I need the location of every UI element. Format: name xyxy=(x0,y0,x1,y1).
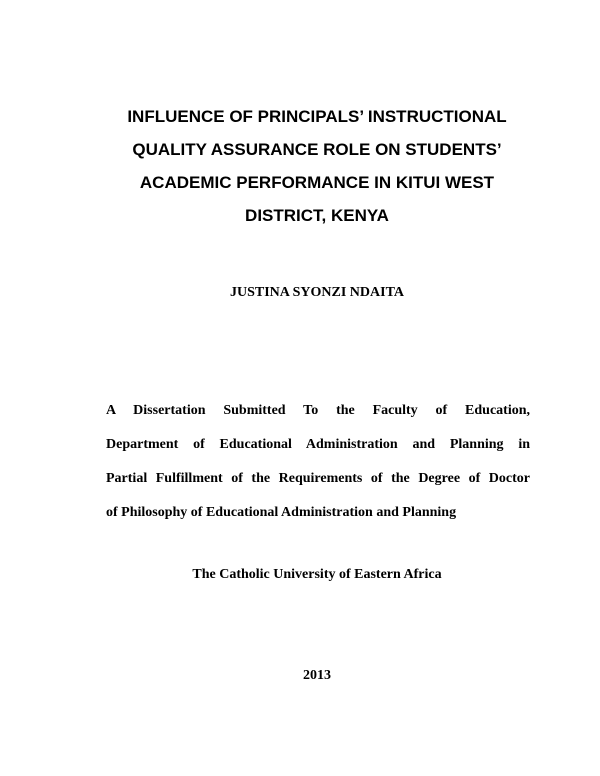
statement-line: of Philosophy of Educational Administration and Planning xyxy=(106,505,457,520)
statement-line: Department of Educational Administration and Planning in xyxy=(106,437,530,452)
dissertation-title xyxy=(60,100,574,232)
title-line: DISTRICT, KENYA xyxy=(245,206,389,225)
author-name: JUSTINA SYONZI NDAITA xyxy=(229,285,404,300)
submission-statement xyxy=(106,394,530,530)
institution-name: The Catholic University of Eastern Africa xyxy=(192,567,442,582)
title-line: ACADEMIC PERFORMANCE IN KITUI WEST xyxy=(139,173,495,192)
statement-line: A Dissertation Submitted To the Faculty of Education, xyxy=(106,403,530,418)
title-line: INFLUENCE OF PRINCIPALS’ INSTRUCTIONAL xyxy=(127,107,507,126)
submission-year: 2013 xyxy=(303,668,331,683)
statement-line: Partial Fulfillment of the Requirements of the Degree of Doctor xyxy=(106,471,530,486)
title-line: QUALITY ASSURANCE ROLE ON STUDENTS’ xyxy=(132,140,502,159)
